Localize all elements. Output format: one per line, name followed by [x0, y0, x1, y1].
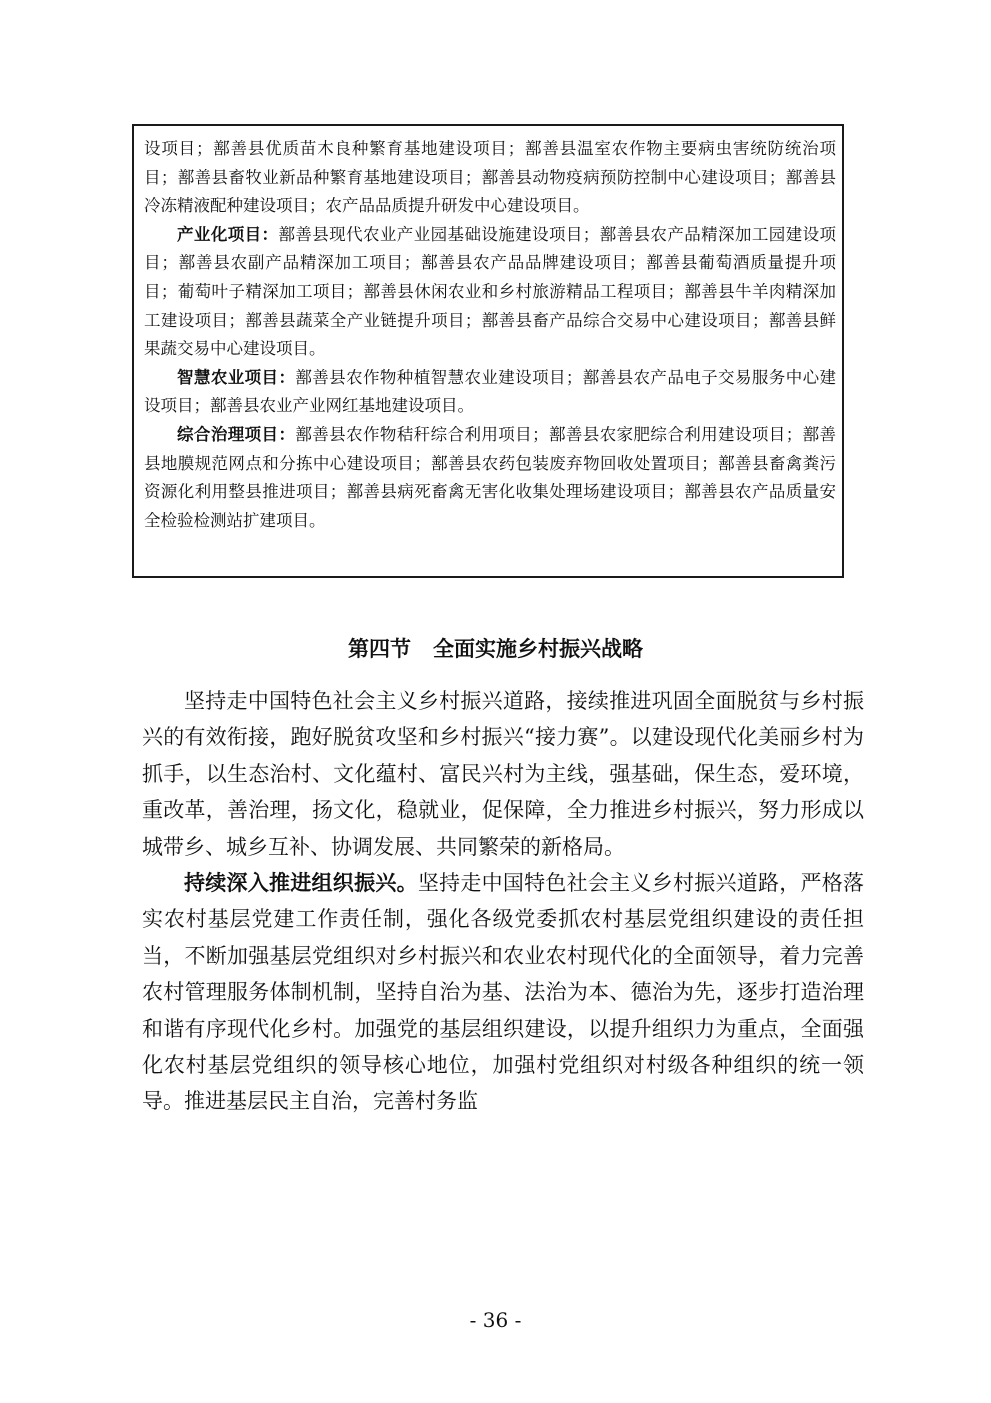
comprehensive-governance-text: 鄯善县农作物秸秆综合利用项目；鄯善县农家肥综合利用建设项目；鄯善县地膜规范网点和分拣中心建设项目；鄯善县农药包装废弃物回收处置项目；鄯善县畜禽粪污资源化利用整县推进项目；鄯善县病死畜禽无害化收集处理场建设项目；鄯善县农产品质量安全检验检测站扩建项目。 [144, 424, 837, 530]
industrialization-text: 鄯善县现代农业产业园基础设施建设项目；鄯善县农产品精深加工园建设项目；鄯善县农副产品精深加工项目；鄯善县农产品品牌建设项目；鄯善县葡萄酒质量提升项目；葡萄叶子精深加工项目；鄯善县休闲农业和乡村旅游精品工程项目；鄯善县牛羊肉精深加工建设项目；鄯善县蔬菜全产业链提升项目；鄯善县畜产品综合交易中心建设项目；鄯善县鲜果蔬交易中心建设项目。 [144, 224, 837, 359]
box-paragraph-comprehensive-governance [144, 421, 836, 535]
project-list-box [132, 124, 844, 578]
box-paragraph-continuation: 设项目；鄯善县优质苗木良种繁育基地建设项目；鄯善县温室农作物主要病虫害统防统治项目；鄯善县畜牧业新品种繁育基地建设项目；鄯善县动物疫病预防控制中心建设项目；鄯善县冷冻精液配种建设项目；农产品品质提升研发中心建设项目。 [144, 139, 836, 216]
smart-agriculture-text: 鄯善县农作物种植智慧农业建设项目；鄯善县农产品电子交易服务中心建设项目；鄯善县农业产业网红基地建设项目。 [144, 367, 837, 416]
section-number: 第四节 [348, 637, 412, 661]
organization-lead: 持续深入推进组织振兴。 [184, 871, 418, 896]
section-heading [0, 632, 991, 666]
box-paragraph-smart-agriculture [144, 364, 836, 421]
box-paragraph-industrialization [144, 221, 836, 364]
smart-agriculture-label: 智慧农业项目： [177, 367, 296, 387]
page-number: - 36 - [469, 1308, 522, 1332]
industrialization-label: 产业化项目： [177, 224, 279, 244]
organization-text: 坚持走中国特色社会主义乡村振兴道路，严格落实农村基层党建工作责任制，强化各级党委抓农村基层党组织建设的责任担当，不断加强基层党组织对乡村振兴和农业农村现代化的全面领导，着力完善农村管理服务体制机制，坚持自治为基、法治为本、德治为先，逐步打造治理和谐有序现代化乡村。加强党的基层组织建设，以提升组织力为重点，全面强化农村基层党组织的领导核心地位，加强村党组织对村级各种组织的统一领导。推进基层民主自治，完善村务监 [142, 871, 865, 1114]
section-title: 全面实施乡村振兴战略 [432, 637, 643, 661]
body-text [142, 683, 864, 1120]
body-paragraph-intro: 坚持走中国特色社会主义乡村振兴道路，接续推进巩固全面脱贫与乡村振兴的有效衔接，跑好脱贫攻坚和乡村振兴“接力赛”。以建设现代化美丽乡村为抓手，以生态治村、文化蕴村、富民兴村为主线，强基础，保生态，爱环境，重改革，善治理，扬文化，稳就业，促保障，全力推进乡村振兴，努力形成以城带乡、城乡互补、协调发展、共同繁荣的新格局。 [142, 689, 864, 859]
body-paragraph-organization [142, 865, 864, 1120]
comprehensive-governance-label: 综合治理项目： [177, 424, 296, 444]
